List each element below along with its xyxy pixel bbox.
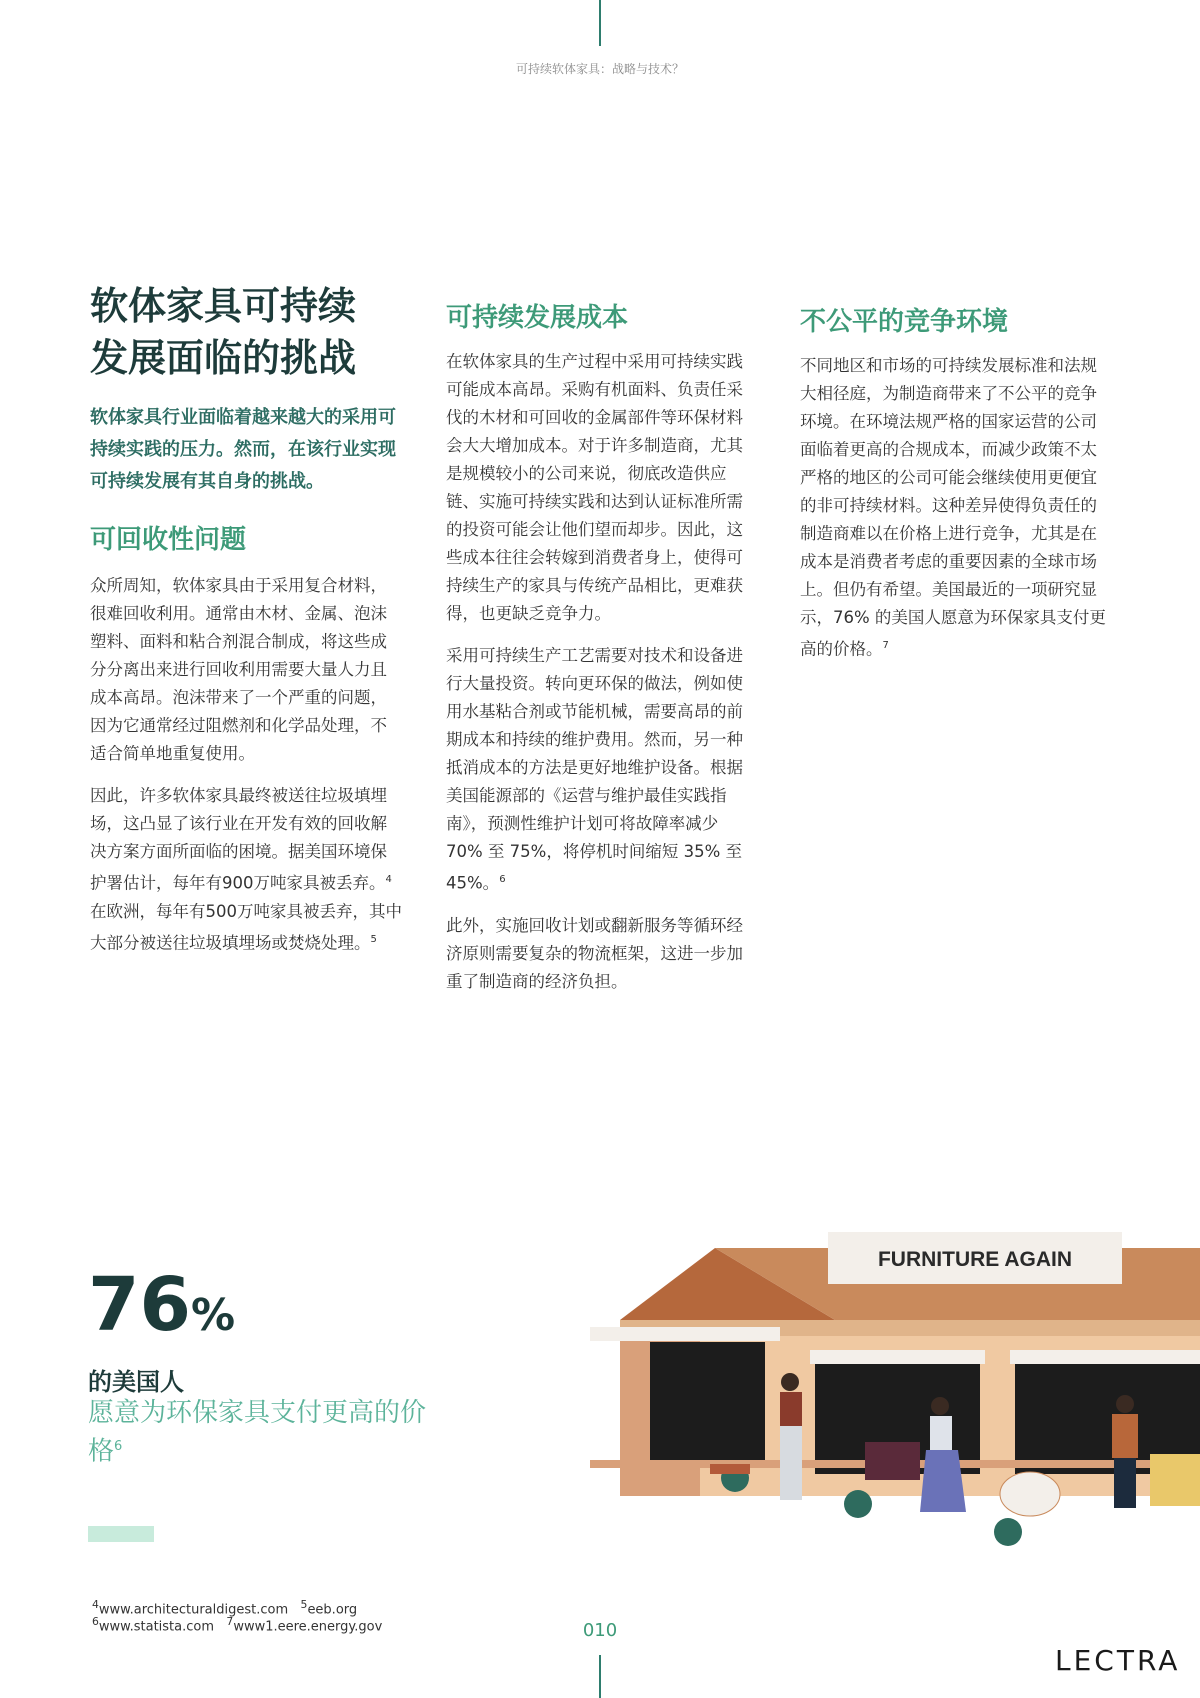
chair	[710, 1464, 750, 1474]
cost-paragraph-1: 在软体家具的生产过程中采用可持续实践可能成本高昂。采购有机面料、负责任采伐的木材和可回收的金属部件等环保材料会大大增加成本。对于许多制造商，尤其是规模较小的公司来说，彻底改造供应链、实施可持续实践和达到认证标准所需的投资可能会让他们望而却步。因此，这些成本往往会转嫁到消费者身上，使得可持续生产的家具与传统产品相比，更难获得，也更缺乏竞争力。	[446, 352, 743, 623]
recycle-paragraph-2: 因此，许多软体家具最终被送往垃圾填埋场，这凸显了该行业在开发有效的回收解决方案方面所面临的困境。据美国环境保护署估计，每年有900万吨家具被丢弃。$^4$在欧洲，每年有500万吨家具被丢弃，其中大部分被送往垃圾填埋场或焚烧处理。$^5$	[90, 786, 402, 952]
bottom-divider-line	[599, 1655, 601, 1698]
right-column	[800, 304, 1112, 664]
intro-paragraph: 软体家具行业面临着越来越大的采用可持续实践的压力。然而，在该行业实现可持续发展有其自身的挑战。	[90, 407, 396, 492]
brand-logo: LECTRA	[1055, 1644, 1181, 1677]
pouf	[1000, 1472, 1060, 1516]
footnote-line-2: $^6$www.statista.com $^7$www1.eere.energy.gov	[92, 1615, 383, 1635]
title-line-1: 软体家具可持续	[90, 284, 357, 328]
recycle-paragraph-1: 众所周知，软体家具由于采用复合材料，很难回收利用。通常由木材、金属、泡沫塑料、面料和粘合剂混合制成，将这些成分分离出来进行回收利用需要大量人力且成本高昂。泡沫带来了一个严重的问题，因为它通常经过阻燃剂和化学品处理，不适合简单地重复使用。	[90, 576, 387, 763]
cost-paragraph-2: 采用可持续生产工艺需要对技术和设备进行大量投资。转向更环保的做法，例如使用水基粘合剂或节能机械，需要高昂的前期成本和持续的维护费用。然而，另一种抵消成本的方法是更好地维护设备。根据美国能源部的《运营与维护最佳实践指南》，预测性维护计划可将故障率减少 70% 至 75%，将停机时间缩短 35% 至 45%。$^6$	[446, 646, 743, 893]
cost-paragraph-3: 此外，实施回收计划或翻新服务等循环经济原则需要复杂的物流框架，这进一步加重了制造商的经济负担。	[446, 915, 743, 991]
footnote-ref-7: 7	[882, 640, 889, 651]
stat-number: 76%	[88, 1262, 236, 1348]
footnote-ref-6: 6	[499, 874, 506, 885]
person-figure	[780, 1373, 802, 1500]
stat-label-1: 的美国人	[88, 1368, 184, 1396]
footnote-6: www.statista.com	[98, 1619, 215, 1635]
stat-accent-bar	[88, 1526, 154, 1542]
footnote-ref-5: 5	[370, 933, 377, 945]
page-number: 010	[582, 1620, 618, 1641]
furniture-store-illustration	[590, 1232, 1200, 1552]
heading-unfair-competition: 不公平的竞争环境	[800, 307, 1009, 337]
top-divider-line	[599, 0, 601, 46]
footnote-7: www1.eere.energy.gov	[233, 1619, 383, 1635]
stat-label-2: 愿意为环保家具支付更高的价格$^6$	[88, 1398, 427, 1467]
footnote-4: www.architecturaldigest.com	[98, 1602, 289, 1618]
middle-column	[446, 300, 758, 996]
recycle-icon	[994, 1518, 1022, 1546]
heading-recyclability: 可回收性问题	[90, 525, 247, 555]
recycle-icon	[844, 1490, 872, 1518]
footnote-line-1: $^4$www.architecturaldigest.com $^5$eeb.org	[92, 1598, 358, 1618]
footnote-5: eeb.org	[307, 1602, 358, 1618]
store-sign: FURNITURE AGAIN	[877, 1248, 1073, 1271]
unfair-paragraph-1: 不同地区和市场的可持续发展标准和法规大相径庭，为制造商带来了不公平的竞争环境。在环境法规严格的国家运营的公司面临着更高的合规成本，而减少政策不太严格的地区的公司可能会继续使用更便宜的非可持续材料。这种差异使得负责任的制造商难以在价格上进行竞争，尤其是在成本是消费者考虑的重要因素的全球市场上。但仍有希望。美国最近的一项研究显示，76% 的美国人愿意为环保家具支付更高的价格。$^7$	[800, 356, 1106, 659]
title-line-2: 发展面临的挑战	[90, 336, 357, 380]
sofa	[1150, 1454, 1200, 1506]
left-column	[90, 280, 402, 957]
armchair	[865, 1442, 920, 1480]
heading-cost: 可持续发展成本	[446, 303, 629, 333]
page-title	[90, 280, 402, 384]
footnote-ref-4: 4	[385, 874, 392, 885]
running-title: 可持续软体家具：战略与技术？	[515, 62, 684, 76]
